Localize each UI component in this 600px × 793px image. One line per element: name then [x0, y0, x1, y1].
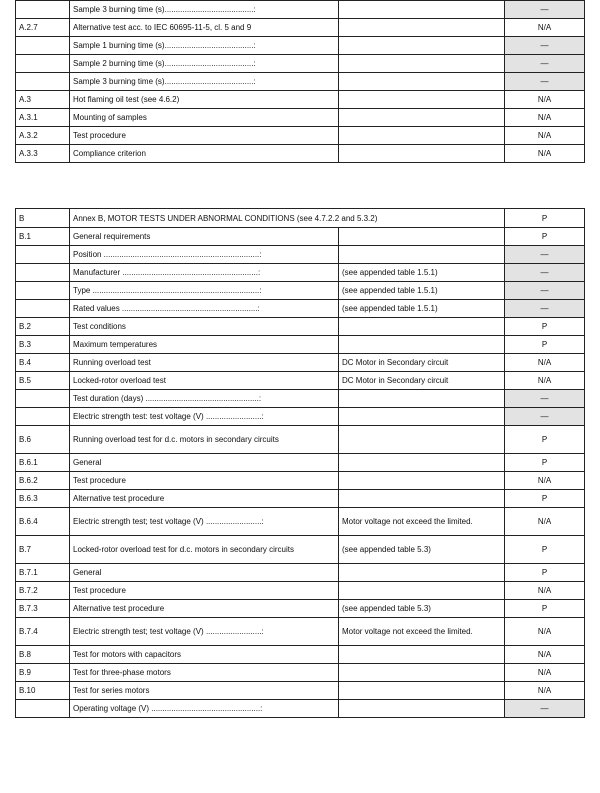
clause-cell: B.8 [16, 646, 70, 664]
requirement-cell: Compliance criterion [70, 145, 339, 163]
verdict-cell: P [505, 454, 585, 472]
requirement-cell: Sample 1 burning time (s)........................................: [70, 37, 339, 55]
requirement-cell: Sample 2 burning time (s)........................................: [70, 55, 339, 73]
result-cell [339, 682, 505, 700]
result-cell [339, 408, 505, 426]
requirement-cell: Rated values .............................................................: [70, 300, 339, 318]
result-cell [339, 454, 505, 472]
result-cell [339, 127, 505, 145]
annex-b-table [15, 208, 585, 718]
verdict-cell: N/A [505, 618, 585, 646]
result-cell [339, 55, 505, 73]
verdict-cell: N/A [505, 582, 585, 600]
result-cell [339, 390, 505, 408]
verdict-cell: — [505, 246, 585, 264]
clause-cell: A.3.1 [16, 109, 70, 127]
requirement-cell: Maximum temperatures [70, 336, 339, 354]
annex-a-table [15, 0, 585, 163]
table-row [16, 536, 585, 564]
clause-cell: A.2.7 [16, 19, 70, 37]
annex-b-table-body [16, 209, 585, 718]
verdict-cell: — [505, 1, 585, 19]
table-row [16, 91, 585, 109]
requirement-cell: Test duration (days) ...................................................: [70, 390, 339, 408]
table-row [16, 145, 585, 163]
requirement-cell: Test for motors with capacitors [70, 646, 339, 664]
table-row [16, 408, 585, 426]
verdict-cell: N/A [505, 354, 585, 372]
clause-cell: B.7.3 [16, 600, 70, 618]
table-row [16, 454, 585, 472]
table-row [16, 109, 585, 127]
requirement-cell: Test procedure [70, 127, 339, 145]
table-row [16, 318, 585, 336]
result-cell: (see appended table 5.3) [339, 536, 505, 564]
result-cell: DC Motor in Secondary circuit [339, 372, 505, 390]
verdict-cell: — [505, 700, 585, 718]
clause-cell: B.1 [16, 228, 70, 246]
clause-cell: A.3 [16, 91, 70, 109]
table-row [16, 372, 585, 390]
requirement-cell: Running overload test [70, 354, 339, 372]
clause-cell: B.6 [16, 426, 70, 454]
verdict-cell: N/A [505, 91, 585, 109]
requirement-cell: General [70, 564, 339, 582]
result-cell [339, 1, 505, 19]
table-row [16, 336, 585, 354]
clause-cell: B.2 [16, 318, 70, 336]
verdict-cell: N/A [505, 127, 585, 145]
verdict-cell: N/A [505, 646, 585, 664]
requirement-cell: Operating voltage (V) .................................................: [70, 700, 339, 718]
clause-cell [16, 264, 70, 282]
table-row [16, 426, 585, 454]
table-row [16, 1, 585, 19]
verdict-cell: N/A [505, 372, 585, 390]
clause-cell: B.6.4 [16, 508, 70, 536]
table-row [16, 582, 585, 600]
result-cell [339, 246, 505, 264]
verdict-cell: N/A [505, 19, 585, 37]
verdict-cell: P [505, 564, 585, 582]
requirement-cell: Test conditions [70, 318, 339, 336]
table-row [16, 472, 585, 490]
result-cell: (see appended table 5.3) [339, 600, 505, 618]
clause-cell: B.6.1 [16, 454, 70, 472]
verdict-cell: N/A [505, 145, 585, 163]
clause-cell: B.5 [16, 372, 70, 390]
requirement-cell: Test procedure [70, 582, 339, 600]
table-row [16, 264, 585, 282]
requirement-cell: Electric strength test; test voltage (V) .........................: [70, 618, 339, 646]
table-row [16, 664, 585, 682]
verdict-cell: P [505, 318, 585, 336]
result-cell: Motor voltage not exceed the limited. [339, 618, 505, 646]
result-cell: (see appended table 1.5.1) [339, 300, 505, 318]
table-row [16, 37, 585, 55]
table-row [16, 508, 585, 536]
result-cell [339, 564, 505, 582]
clause-cell: B [16, 209, 70, 228]
result-cell [339, 664, 505, 682]
requirement-cell: Running overload test for d.c. motors in secondary circuits [70, 426, 339, 454]
clause-cell [16, 73, 70, 91]
result-cell [339, 73, 505, 91]
result-cell [339, 145, 505, 163]
requirement-cell: Electric strength test; test voltage (V) .........................: [70, 508, 339, 536]
table-row [16, 600, 585, 618]
requirement-cell: Position ......................................................................: [70, 246, 339, 264]
clause-cell [16, 300, 70, 318]
table-row [16, 564, 585, 582]
clause-cell: B.7.1 [16, 564, 70, 582]
result-cell: DC Motor in Secondary circuit [339, 354, 505, 372]
table-row [16, 228, 585, 246]
table-row [16, 55, 585, 73]
verdict-cell: N/A [505, 508, 585, 536]
requirement-cell: Test procedure [70, 472, 339, 490]
requirement-cell: Locked-rotor overload test for d.c. motors in secondary circuits [70, 536, 339, 564]
result-cell: (see appended table 1.5.1) [339, 282, 505, 300]
annex-a-table-body [16, 1, 585, 163]
table-row [16, 390, 585, 408]
clause-cell: B.10 [16, 682, 70, 700]
clause-cell: B.9 [16, 664, 70, 682]
clause-cell [16, 246, 70, 264]
requirement-cell: Locked-rotor overload test [70, 372, 339, 390]
verdict-cell: P [505, 600, 585, 618]
requirement-cell: Alternative test procedure [70, 490, 339, 508]
result-cell [339, 318, 505, 336]
result-cell [339, 91, 505, 109]
requirement-cell: Alternative test procedure [70, 600, 339, 618]
result-cell [339, 582, 505, 600]
requirement-cell: Hot flaming oil test (see 4.6.2) [70, 91, 339, 109]
clause-cell: B.6.2 [16, 472, 70, 490]
result-cell [339, 490, 505, 508]
clause-cell [16, 700, 70, 718]
verdict-cell: — [505, 37, 585, 55]
verdict-cell: P [505, 426, 585, 454]
verdict-cell: N/A [505, 664, 585, 682]
requirement-cell: Type ...........................................................................: [70, 282, 339, 300]
result-cell: (see appended table 1.5.1) [339, 264, 505, 282]
table-row [16, 490, 585, 508]
verdict-cell: — [505, 390, 585, 408]
clause-cell [16, 408, 70, 426]
verdict-cell: — [505, 264, 585, 282]
verdict-cell: N/A [505, 109, 585, 127]
clause-cell: B.3 [16, 336, 70, 354]
requirement-cell: Manufacturer .............................................................: [70, 264, 339, 282]
verdict-cell: P [505, 536, 585, 564]
clause-cell [16, 390, 70, 408]
table-row [16, 127, 585, 145]
clause-cell [16, 55, 70, 73]
table-row [16, 73, 585, 91]
table-row [16, 682, 585, 700]
result-cell [339, 646, 505, 664]
clause-cell: B.7 [16, 536, 70, 564]
table-row [16, 246, 585, 264]
verdict-cell: — [505, 408, 585, 426]
requirement-cell: Electric strength test: test voltage (V) .........................: [70, 408, 339, 426]
table-row [16, 646, 585, 664]
result-cell [339, 228, 505, 246]
clause-cell: B.7.4 [16, 618, 70, 646]
result-cell [339, 700, 505, 718]
requirement-cell: General requirements [70, 228, 339, 246]
clause-cell [16, 37, 70, 55]
table-row [16, 618, 585, 646]
verdict-cell: N/A [505, 472, 585, 490]
verdict-cell: — [505, 282, 585, 300]
verdict-cell: — [505, 55, 585, 73]
annex-b-header-row [16, 209, 585, 228]
requirement-cell: Test for series motors [70, 682, 339, 700]
requirement-cell: General [70, 454, 339, 472]
clause-cell: B.7.2 [16, 582, 70, 600]
clause-cell [16, 1, 70, 19]
clause-cell: A.3.3 [16, 145, 70, 163]
requirement-cell: Sample 3 burning time (s)........................................: [70, 73, 339, 91]
clause-cell [16, 282, 70, 300]
verdict-cell: — [505, 300, 585, 318]
result-cell [339, 19, 505, 37]
table-row [16, 19, 585, 37]
requirement-cell: Test for three-phase motors [70, 664, 339, 682]
requirement-cell: Alternative test acc. to IEC 60695-11-5, cl. 5 and 9 [70, 19, 339, 37]
verdict-cell: P [505, 228, 585, 246]
annex-title-cell: Annex B, MOTOR TESTS UNDER ABNORMAL CONDITIONS (see 4.7.2.2 and 5.3.2) [70, 209, 505, 228]
requirement-cell: Mounting of samples [70, 109, 339, 127]
result-cell [339, 37, 505, 55]
table-row [16, 300, 585, 318]
table-row [16, 354, 585, 372]
clause-cell: B.6.3 [16, 490, 70, 508]
clause-cell: A.3.2 [16, 127, 70, 145]
verdict-cell: P [505, 336, 585, 354]
result-cell [339, 336, 505, 354]
requirement-cell: Sample 3 burning time (s)........................................: [70, 1, 339, 19]
verdict-cell: N/A [505, 682, 585, 700]
result-cell: Motor voltage not exceed the limited. [339, 508, 505, 536]
verdict-cell: — [505, 73, 585, 91]
result-cell [339, 426, 505, 454]
verdict-cell: P [505, 209, 585, 228]
result-cell [339, 109, 505, 127]
table-row [16, 700, 585, 718]
verdict-cell: P [505, 490, 585, 508]
table-row [16, 282, 585, 300]
clause-cell: B.4 [16, 354, 70, 372]
result-cell [339, 472, 505, 490]
